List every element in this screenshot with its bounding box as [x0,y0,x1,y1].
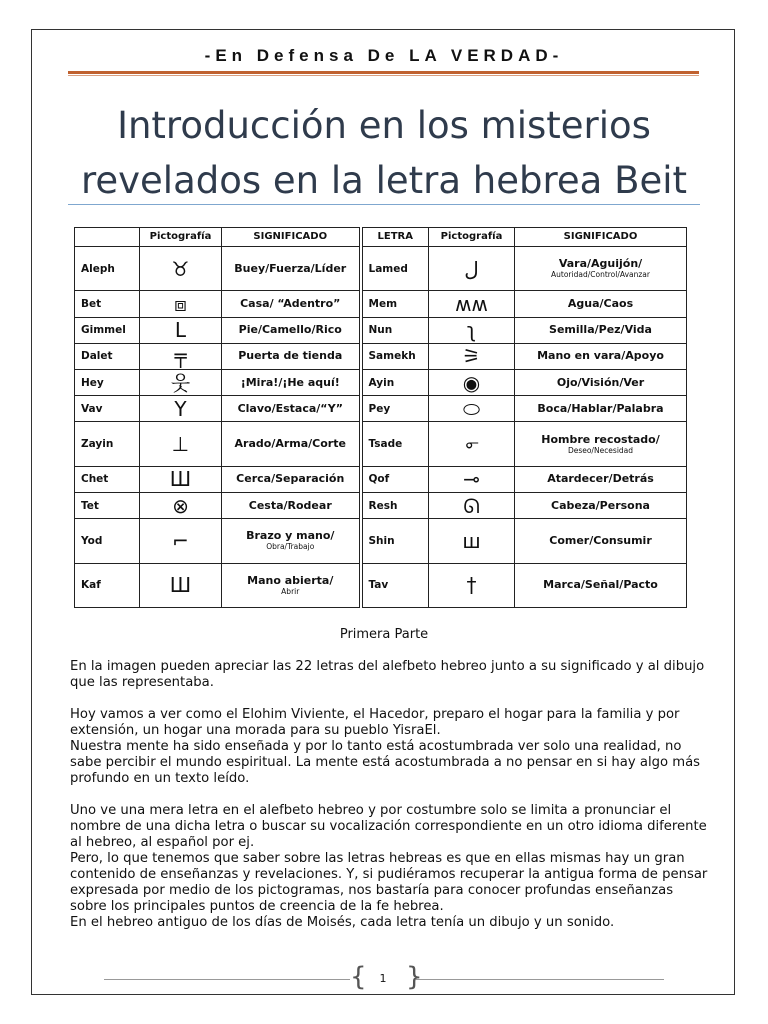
letter-name [361,466,429,492]
meaning [515,343,687,369]
pictograph-icon-text: 웃 [170,370,191,395]
pictograph-icon [140,563,222,608]
meaning-subtext: Obra/Trabajo [266,542,315,552]
meaning-text: Hombre recostado/ [541,432,660,446]
letter-name-text: Chet [81,473,109,486]
letter-name [361,396,429,422]
header-rule [68,71,699,74]
letter-name-text: Resh [368,499,398,512]
meaning-subtext: Abrir [281,586,300,596]
meaning-text: Atardecer/Detrás [547,472,654,486]
paragraph: En la imagen pueden apreciar las 22 letras del alefbeto hebreo junto a su significado y al dibujo que las representaba. [70,659,705,690]
meaning-text: Boca/Hablar/Palabra [537,401,664,415]
pictograph-icon-text: ᘏ [463,493,480,518]
meaning [222,466,361,492]
pictograph-icon-text: ʍʍ [455,291,488,316]
letter-name [361,343,429,369]
meaning [222,317,361,343]
letter-name [361,247,429,291]
header-cell: SIGNIFICADO [515,228,687,247]
header-cell: Pictografía [140,228,222,247]
meaning-text: Cesta/Rodear [248,498,332,512]
letter-name-text: Samekh [368,350,416,363]
pictograph-icon [429,343,515,369]
letter-name-text: Qof [368,473,390,486]
letter-name-text: Ayin [368,376,395,389]
meaning [515,247,687,291]
letter-name-text: Kaf [81,579,101,592]
letter-name-text: Mem [368,297,398,310]
pictograph-icon-text: Y [174,396,187,421]
meaning-text: Mano en vara/Apoyo [537,349,664,363]
table-header-row [75,228,687,247]
meaning-text: Mano abierta/ [247,573,334,587]
table-row [75,492,687,518]
pictograph-icon-text: ⌐ [172,528,189,553]
letter-name-text: Lamed [368,262,408,275]
pictograph-icon [140,317,222,343]
letter-name [75,466,140,492]
pictograph-icon [140,343,222,369]
meaning [515,492,687,518]
header-cell: Pictografía [429,228,515,247]
letter-name [361,369,429,395]
letter-name [75,247,140,291]
page-number: 1 [379,972,387,985]
pictograph-icon-text: L [174,318,187,343]
letter-name-text: Tav [368,579,389,592]
letter-name [75,396,140,422]
meaning-text: Comer/Consumir [549,533,652,547]
pictograph-icon [140,519,222,563]
meaning-text: Pie/Camello/Rico [238,323,342,337]
meaning [222,492,361,518]
pictograph-icon [140,492,222,518]
table-row [75,369,687,395]
table-row [75,466,687,492]
letter-name [361,291,429,317]
paragraph: Uno ve una mera letra en el alefbeto hebreo y por costumbre solo se limita a pronunciar el nombre de una dicha letra o buscar su vocalización correspondiente en un otro idioma diferente al hebreo, al español por ej. Pero, lo que tenemos que saber sobre las letras hebreas es que en ellas mismas hay un gran contenido de enseñanzas y revelaciones. Y, si pudiéramos recuperar la antigua forma de pensar expresada por medio de los pictogramas, nos bastaría para conocer profundas enseñanzas sobre los principales puntos de creencia de la fe hebrea. En el hebreo antiguo de los días de Moisés, cada letra tenía un dibujo y un sonido. [70,803,708,930]
table-row [75,343,687,369]
header-cell [75,228,140,247]
meaning [222,291,361,317]
table-row [75,247,687,291]
letter-name-text: Pey [368,402,391,415]
pictograph-icon [140,396,222,422]
title-line-2: revelados en la letra hebrea Beit [80,159,688,202]
letter-name-text: Tsade [368,438,403,451]
pictograph-icon-text: ل [464,256,479,281]
letter-name [75,563,140,608]
pictograph-icon-text: ൳ [464,432,479,457]
header-rule-thin [68,75,699,76]
pictograph-icon [429,492,515,518]
part-title: Primera Parte [339,627,429,642]
letter-name [361,422,429,466]
paragraph: Hoy vamos a ver como el Elohim Viviente, el Hacedor, preparo el hogar para la familia y por extensión, un hogar una morada para su pueblo YisraEl. Nuestra mente ha sido enseñada y por lo tanto está acostumbrada ver solo una realidad, no sabe percibir el mundo espiritual. La mente está acostumbrada a no pensar en si hay algo más profundo en un texto leído. [70,707,701,786]
pictograph-icon-text: ⧈ [174,291,187,316]
letter-name [75,317,140,343]
meaning [222,422,361,466]
meaning-text: Arado/Arma/Corte [234,437,346,451]
meaning [222,343,361,369]
letter-name [361,317,429,343]
pictograph-icon [140,369,222,395]
pictograph-icon [429,422,515,466]
document-title [68,98,700,208]
meaning-text: Marca/Señal/Pacto [543,578,658,592]
pictograph-icon-text: ш [462,528,481,553]
letter-name [75,492,140,518]
meaning [222,563,361,608]
meaning-text: ¡Mira!/¡He aquí! [240,375,340,389]
pictograph-icon [140,247,222,291]
header-title: -En Defensa De LA VERDAD- [204,46,564,65]
letter-name-text: Gimmel [81,324,126,337]
letter-name [75,422,140,466]
meaning [515,422,687,466]
pictograph-icon [429,396,515,422]
header-cell: SIGNIFICADO [222,228,361,247]
pictograph-icon-text: ⚞ [462,344,481,369]
meaning [515,291,687,317]
meaning-text: Ojo/Visión/Ver [556,375,645,389]
pictograph-icon [429,563,515,608]
title-rule [68,204,700,205]
pictograph-icon-text: ♉ [171,256,190,281]
meaning-subtext: Deseo/Necesidad [567,445,634,455]
meaning [515,519,687,563]
meaning [515,317,687,343]
letter-name-text: Vav [81,402,103,415]
pictograph-icon [429,519,515,563]
left-brace-icon: { [350,962,367,992]
meaning-text: Casa/ “Adentro” [240,296,341,310]
letter-name-text: Zayin [81,438,114,451]
letter-name-text: Dalet [81,350,113,363]
letter-name-text: Yod [81,534,103,547]
pictograph-icon-text: ◉ [462,370,481,395]
body-text [70,659,710,947]
pictograph-icon-text: ʅ [466,318,477,343]
meaning-text: Cabeza/Persona [551,498,650,512]
table-row [75,422,687,466]
pictograph-icon [429,369,515,395]
meaning-text: Cerca/Separación [236,472,345,486]
table-row [75,317,687,343]
pictograph-icon-text: ⬭ [462,396,481,421]
pictograph-icon-text: Ш [169,467,192,492]
pictograph-icon [429,466,515,492]
meaning-text: Semilla/Pez/Vida [549,323,652,337]
pictograph-icon [429,291,515,317]
table-row [75,519,687,563]
meaning-text: Brazo y mano/ [246,529,335,543]
letter-name [361,492,429,518]
meaning [515,396,687,422]
footer-rule-left [104,979,350,980]
letter-name [75,519,140,563]
letter-name-text: Bet [81,297,102,310]
pictograph-icon-text: ╤ [174,344,187,369]
pictograph-icon-text: Ш [169,573,192,598]
pictograph-icon-text: ⊸ [463,467,480,492]
footer-rule-right [416,979,664,980]
meaning [222,247,361,291]
letter-name [75,369,140,395]
meaning [222,396,361,422]
table-row [75,396,687,422]
pictograph-icon [429,317,515,343]
pictograph-icon-text: ⊥ [171,432,190,457]
meaning [515,563,687,608]
pictograph-icon [140,422,222,466]
letter-name [361,519,429,563]
table-row [75,563,687,608]
letter-name [361,563,429,608]
meaning [222,519,361,563]
letter-name-text: Nun [368,324,393,337]
header-cell: LETRA [361,228,429,247]
meaning [515,369,687,395]
meaning-subtext: Autoridad/Control/Avanzar [551,270,650,280]
alefbet-table [74,227,687,608]
pictograph-icon [140,291,222,317]
title-line-1: Introducción en los misterios [117,104,651,147]
letter-name-text: Shin [368,534,395,547]
table-row [75,291,687,317]
meaning [222,369,361,395]
meaning-text: Clavo/Estaca/“Y” [237,401,343,415]
meaning [515,466,687,492]
pictograph-icon [140,466,222,492]
pictograph-icon [429,247,515,291]
pictograph-icon-text: ⊗ [172,493,189,518]
letter-name [75,343,140,369]
letter-name-text: Aleph [81,262,115,275]
meaning-text: Puerta de tienda [238,349,343,363]
pictograph-icon-text: † [466,573,477,598]
letter-name [75,291,140,317]
meaning-text: Agua/Caos [567,296,634,310]
meaning-text: Buey/Fuerza/Líder [234,261,347,275]
letter-name-text: Tet [81,499,99,512]
meaning-text: Vara/Aguijón/ [558,257,643,271]
right-brace-icon: } [406,962,423,992]
letter-name-text: Hey [81,376,104,389]
